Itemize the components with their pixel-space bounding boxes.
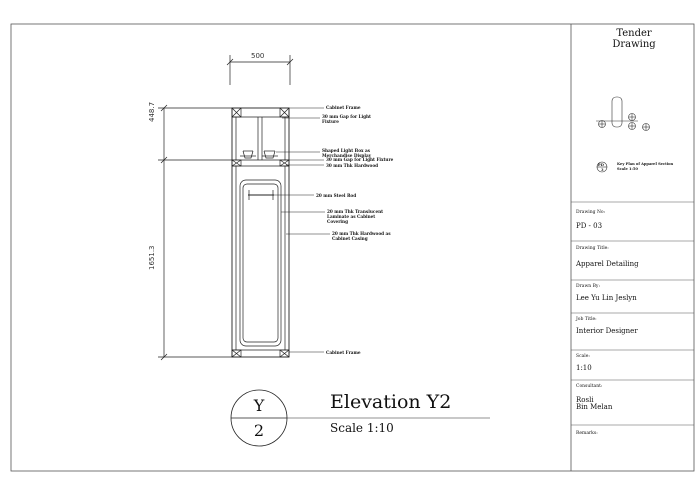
annotation-light-gap-upper: 30 mm Gap for Light Fixture <box>322 114 371 124</box>
consultant-value: Rosli Bin Melan <box>576 396 613 411</box>
annotation-laminate: 20 mm Thk Translucent Laminate as Cabinet Covering <box>327 209 384 224</box>
key-plan-scale: Scale 1:50 <box>617 167 638 171</box>
dimension-width: 500 <box>251 52 265 60</box>
drawn-by-value: Lee Yu Lin Jeslyn <box>576 294 637 302</box>
drawing-title-label: Drawing Title: <box>576 246 609 251</box>
key-plan-ref-bottom: 3 <box>601 168 604 172</box>
drawing-no-label: Drawing No: <box>576 210 606 215</box>
scale-label: Scale: <box>576 354 590 359</box>
job-title-label: Job Title: <box>576 317 597 322</box>
elevation-bubble-number: 2 <box>253 421 265 440</box>
annotation-steel-rod: 20 mm Steel Rod <box>316 193 357 198</box>
drawing-no-value: PD - 03 <box>576 222 603 230</box>
scale-value: 1:10 <box>576 364 592 372</box>
remarks-label: Remarks: <box>576 431 598 436</box>
annotation-light-box: Shaped Light Box as Merchandise Display <box>322 148 372 158</box>
annotation-cabinet-frame-bottom: Cabinet Frame <box>326 350 361 355</box>
annotation-light-gap-lower: 30 mm Gap for Light Fixture <box>326 157 394 162</box>
annotation-cabinet-frame-top: Cabinet Frame <box>326 105 361 110</box>
annotation-casing: 20 mm Thk Hardwood as Cabinet Casing <box>332 231 391 241</box>
title-block-header: Tender Drawing <box>612 28 656 50</box>
job-title-value: Interior Designer <box>576 327 638 335</box>
dimension-lower-height: 1651.3 <box>148 245 156 270</box>
annotation-hardwood: 30 mm Thk Hardwood <box>326 163 379 168</box>
drawing-title-value: Apparel Detailing <box>576 260 639 268</box>
elevation-title: Elevation Y2 <box>330 391 452 413</box>
drawn-by-label: Drawn By: <box>576 284 600 289</box>
key-plan-caption: Key Plan of Apparel Section <box>617 162 674 166</box>
elevation-bubble-letter: Y <box>253 396 265 415</box>
consultant-label: Consultant: <box>576 384 603 389</box>
dimension-upper-height: 448.7 <box>148 101 156 122</box>
key-plan-ref-top: PD <box>598 163 604 167</box>
elevation-scale: Scale 1:10 <box>330 421 394 435</box>
